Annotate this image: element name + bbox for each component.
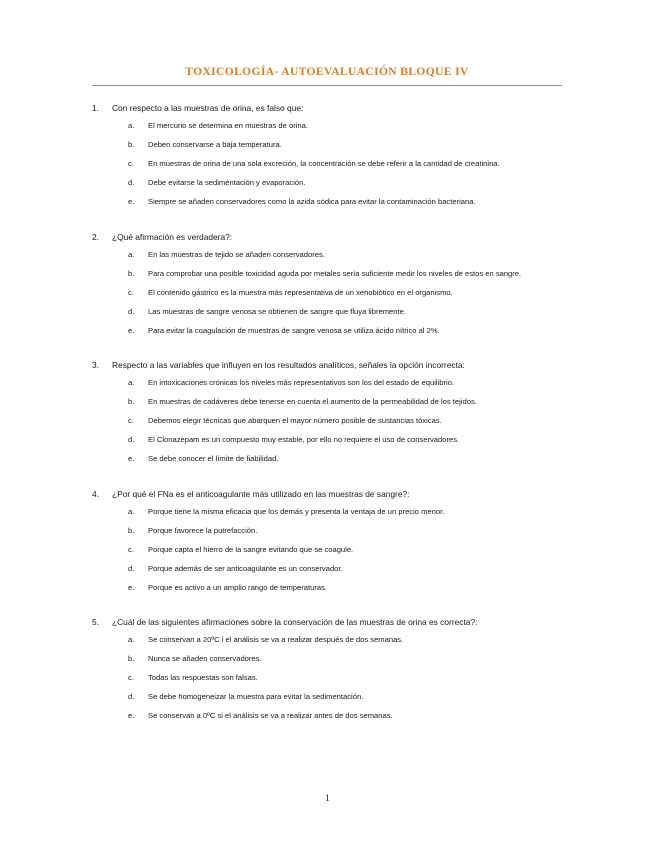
question-list	[92, 94, 562, 728]
option-a	[92, 376, 562, 390]
option-text: Debe evitarse la sedimentación y evaporación.	[148, 178, 306, 187]
option-letter: b.	[128, 654, 135, 663]
option-text: Siempre se añaden conservadores como la azida sódica para evitar la contaminación bacteriana.	[148, 197, 476, 206]
option-text: Porque favorece la putrefacción.	[148, 525, 258, 535]
option-list	[92, 248, 562, 338]
option-letter: d.	[128, 692, 135, 701]
option-letter: b.	[128, 140, 135, 149]
option-c	[92, 543, 562, 557]
option-text: Porque además de ser anticoagulante es un conservador.	[148, 563, 343, 573]
title-underline	[92, 85, 562, 86]
option-text: En las muestras de tejido se añaden conservadores.	[148, 249, 325, 259]
question-text: ¿Por qué el FNa es el anticoagulante más utilizado en las muestras de sangre?:	[112, 488, 410, 499]
question-5	[92, 615, 562, 723]
option-list	[92, 633, 562, 723]
option-text: Porque es activo a un amplio rango de temperaturas.	[148, 582, 327, 592]
option-letter: b.	[128, 268, 135, 278]
question-number: 3.	[92, 360, 99, 370]
option-letter: a.	[128, 635, 135, 644]
option-c	[92, 671, 562, 685]
option-text: Porque capta el hierro de la sangre evitando que se coagule.	[148, 544, 354, 554]
option-text: Se debe homogeneizar la muestra para evitar la sedimentación.	[148, 692, 364, 701]
option-text: En muestras de orina de una sola excreción, la concentración se debe referir a la cantidad de creatinina.	[148, 159, 500, 168]
option-c	[92, 414, 562, 428]
option-letter: e.	[128, 582, 135, 592]
option-text: En intoxicaciones crónicas los niveles más representativos son los del estado de equilibrio.	[148, 378, 455, 387]
option-text: Deben conservarse a baja temperatura.	[148, 140, 282, 149]
option-a	[92, 633, 562, 647]
option-letter: a.	[128, 121, 135, 130]
option-d	[92, 176, 562, 190]
option-d	[92, 562, 562, 576]
question-2	[92, 230, 562, 338]
option-b	[92, 524, 562, 538]
option-text: Se conservan a 0ºC si el análisis se va a realizar antes de dos semanas.	[148, 711, 393, 720]
page-number: 1	[325, 794, 330, 804]
option-text: Debemos elegir técnicas que abarquen el mayor número posible de sustancias tóxicas.	[148, 416, 442, 425]
option-letter: a.	[128, 506, 135, 516]
option-letter: a.	[128, 249, 135, 259]
option-b	[92, 395, 562, 409]
option-letter: d.	[128, 178, 135, 187]
option-d	[92, 433, 562, 447]
option-letter: d.	[128, 306, 135, 316]
option-list	[92, 119, 562, 209]
option-d	[92, 305, 562, 319]
option-e	[92, 324, 562, 338]
option-b	[92, 652, 562, 666]
question-text: Respecto a las variables que influyen en los resultados analíticos, señales la opción incorrecta:	[112, 360, 465, 370]
option-e	[92, 709, 562, 723]
option-letter: d.	[128, 563, 135, 573]
option-c	[92, 157, 562, 171]
option-letter: b.	[128, 525, 135, 535]
option-letter: c.	[128, 416, 134, 425]
option-text: Todas las respuestas son falsas.	[148, 673, 258, 682]
option-text: El mercurio se determina en muestras de orina.	[148, 121, 308, 130]
option-d	[92, 690, 562, 704]
option-letter: e.	[128, 197, 135, 206]
question-1	[92, 101, 562, 209]
question-3	[92, 358, 562, 466]
question-text: ¿Qué afirmación es verdadera?:	[112, 231, 233, 242]
option-list	[92, 505, 562, 595]
question-number: 2.	[92, 231, 99, 242]
question-text: Con respecto a las muestras de orina, es falso que:	[112, 103, 304, 113]
option-e	[92, 452, 562, 466]
question-4	[92, 487, 562, 595]
option-a	[92, 505, 562, 519]
option-letter: e.	[128, 711, 135, 720]
option-text: Se debe conocer el límite de fiabilidad.	[148, 454, 279, 463]
question-number: 1.	[92, 103, 99, 113]
option-list	[92, 376, 562, 466]
option-letter: a.	[128, 378, 135, 387]
option-letter: c.	[128, 287, 134, 297]
option-letter: e.	[128, 454, 135, 463]
option-letter: c.	[128, 544, 134, 554]
option-b	[92, 138, 562, 152]
option-text: En muestras de cadáveres debe tenerse en cuenta el aumento de la permeabilidad de los tejidos.	[148, 397, 477, 406]
question-number: 5.	[92, 617, 99, 627]
option-letter: c.	[128, 159, 134, 168]
option-text: Las muestras de sangre venosa se obtienen de sangre que fluya libremente.	[148, 306, 406, 316]
option-text: El Clonazepam es un compuesto muy estable, por ello no requiere el uso de conservadores.	[148, 435, 460, 444]
option-letter: d.	[128, 435, 135, 444]
question-text: ¿Cuál de las siguientes afirmaciones sobre la conservación de las muestras de orina es correcta?:	[112, 617, 478, 627]
option-text: Nunca se añaden conservadores.	[148, 654, 262, 663]
option-letter: b.	[128, 397, 135, 406]
option-text: Para comprobar una posible toxicidad aguda por metales sería suficiente medir los niveles de estos en sangre.	[148, 268, 522, 278]
option-a	[92, 119, 562, 133]
option-c	[92, 286, 562, 300]
question-number: 4.	[92, 488, 99, 499]
option-e	[92, 581, 562, 595]
option-b	[92, 267, 562, 281]
option-letter: c.	[128, 673, 134, 682]
option-a	[92, 248, 562, 262]
option-text: El contenido gástrico es la muestra más representativa de un xenobiótico en el organismo.	[148, 287, 453, 297]
option-text: Se conservan a 20ºC i el análisis se va a realizar después de dos semanas.	[148, 635, 404, 644]
document-title: TOXICOLOGÍA- AUTOEVALUACIÓN BLOQUE IV	[185, 66, 469, 78]
option-e	[92, 195, 562, 209]
option-text: Para evitar la coagulación de muestras de sangre venosa se utiliza ácido nítrico al 2%.	[148, 325, 440, 335]
option-text: Porque tiene la misma eficacia que los demás y presenta la ventaja de un precio menor.	[148, 506, 445, 516]
option-letter: e.	[128, 325, 135, 335]
